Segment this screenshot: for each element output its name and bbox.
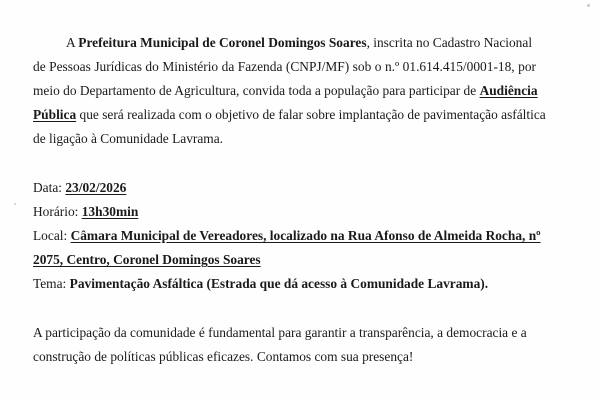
intro-line-1-rest: , inscrita no Cadastro Nacional bbox=[366, 35, 533, 50]
topic-label: Tema: bbox=[33, 276, 67, 291]
intro-line-2: de Pessoas Jurídicas do Ministério da Fazenda (CNPJ/MF) sob o n.º 01.614.415/0001-18, por bbox=[33, 59, 536, 74]
location-label: Local: bbox=[33, 228, 68, 243]
location-value-line-2: 2075, Centro, Coronel Domingos Soares bbox=[33, 252, 261, 267]
scan-speck bbox=[14, 203, 16, 205]
intro-line-1 bbox=[66, 35, 536, 51]
event-type-word-2: Pública bbox=[33, 107, 77, 122]
intro-line-3 bbox=[33, 83, 536, 99]
event-type-word-1: Audiência bbox=[479, 83, 538, 98]
organization-name: Prefeitura Municipal de Coronel Domingos Soares bbox=[78, 35, 367, 50]
time-row bbox=[33, 204, 138, 220]
closing-line-1: A participação da comunidade é fundamental para garantir a transparência, a democracia e a bbox=[33, 325, 527, 340]
scan-speck bbox=[587, 4, 590, 7]
intro-line-4 bbox=[33, 107, 546, 123]
intro-line-3-start: meio do Departamento de Agricultura, convida toda a população para participar de bbox=[33, 83, 477, 98]
time-value: 13h30min bbox=[81, 204, 139, 219]
location-row bbox=[33, 228, 541, 244]
closing-line-2: construção de políticas públicas eficazes. Contamos com sua presença! bbox=[33, 349, 414, 364]
date-label: Data: bbox=[33, 180, 62, 195]
intro-line-4-rest: que será realizada com o objetivo de falar sobre implantação de pavimentação asfáltica bbox=[79, 107, 546, 122]
location-row-continued bbox=[33, 252, 261, 268]
time-label: Horário: bbox=[33, 204, 79, 219]
date-value: 23/02/2026 bbox=[65, 180, 127, 195]
intro-indent-label: A bbox=[66, 35, 75, 50]
topic-value: Pavimentação Asfáltica (Estrada que dá acesso à Comunidade Lavrama). bbox=[69, 276, 489, 291]
location-value-line-1: Câmara Municipal de Vereadores, localizado na Rua Afonso de Almeida Rocha, nº bbox=[70, 228, 541, 243]
intro-line-5: de ligação à Comunidade Lavrama. bbox=[33, 131, 223, 146]
topic-row bbox=[33, 276, 488, 292]
date-row bbox=[33, 180, 126, 196]
